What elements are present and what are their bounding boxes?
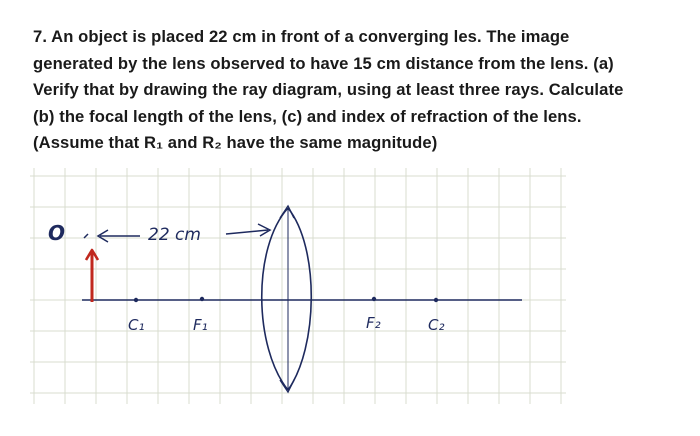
label-f1: F₁: [193, 316, 208, 334]
question-line: (b) the focal length of the lens, (c) and index of refraction of the lens.: [33, 106, 582, 126]
label-c2: C₂: [428, 316, 445, 334]
question-line: 7. An object is placed 22 cm in front of a converging les. The image: [33, 27, 570, 46]
converging-lens: [262, 206, 312, 392]
question-line: (Assume that R₁ and R₂ have the same magnitude): [33, 133, 438, 153]
point-c1: [134, 298, 138, 302]
point-c2: [434, 298, 438, 302]
question-text: [33, 24, 683, 157]
ray-diagram-canvas: [30, 168, 566, 404]
origin-label: O: [48, 221, 66, 245]
point-f1: [200, 297, 204, 301]
question-line: generated by the lens observed to have 15 cm distance from the lens. (a): [33, 53, 614, 73]
ray-diagram-sketch: [30, 168, 566, 404]
label-f2: F₂: [366, 314, 381, 332]
point-f2: [372, 297, 376, 301]
label-c1: C₁: [128, 316, 145, 334]
question-line: Verify that by drawing the ray diagram, using at least three rays. Calculate: [33, 80, 624, 100]
graph-paper-grid: [30, 168, 566, 404]
distance-label: 22 cm: [148, 225, 201, 245]
